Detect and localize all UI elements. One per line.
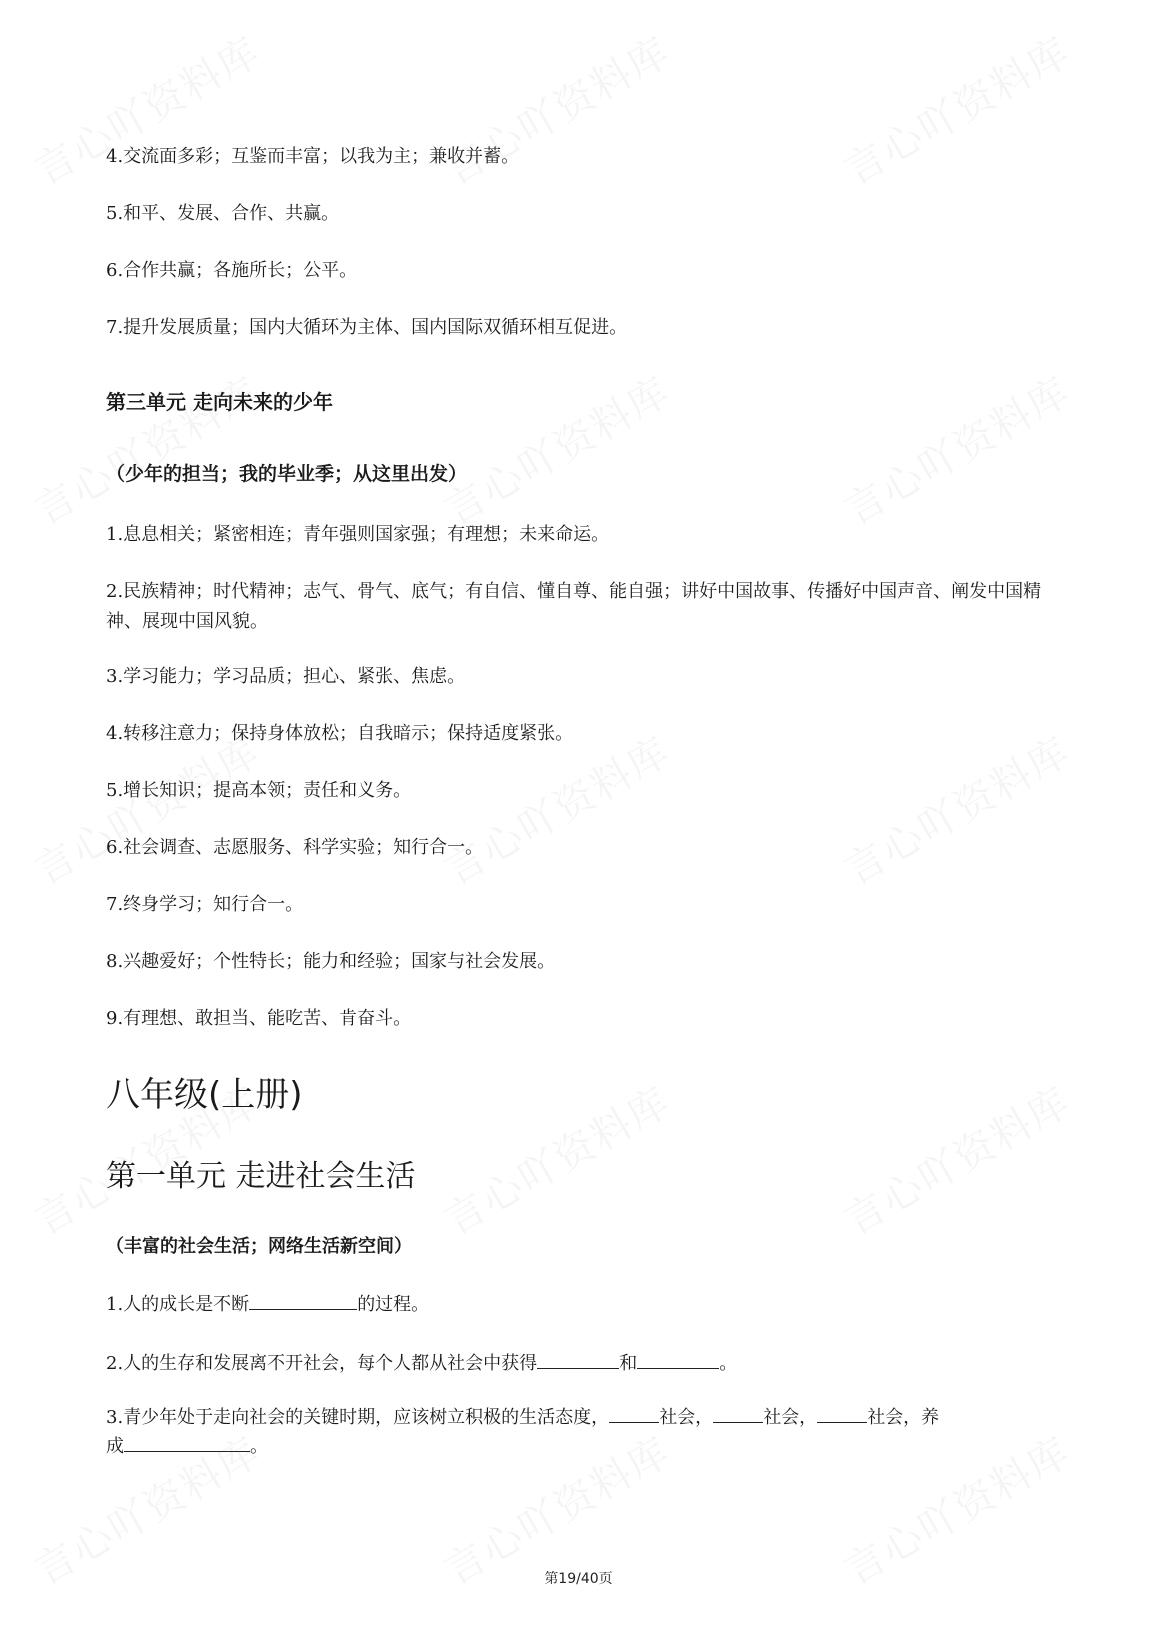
answer-blank[interactable] bbox=[609, 1404, 659, 1423]
answer-item: 6.合作共赢；各施所长；公平。 bbox=[106, 260, 358, 281]
unit-heading: 第一单元 走进社会生活 bbox=[106, 1159, 416, 1194]
answer-item: 9.有理想、敢担当、能吃苦、肯奋斗。 bbox=[106, 1008, 412, 1029]
question-text: 人的生存和发展离不开社会，每个人都从社会中获得 bbox=[123, 1353, 538, 1374]
question-item bbox=[106, 1403, 939, 1433]
page-number: 第19/40页 bbox=[544, 1571, 613, 1587]
question-number: 2. bbox=[106, 1353, 124, 1374]
watermark bbox=[433, 361, 680, 536]
question-text: 社会，养 bbox=[867, 1407, 940, 1428]
answer-blank[interactable] bbox=[537, 1350, 619, 1369]
question-text: 的过程。 bbox=[357, 1294, 430, 1315]
answer-blank[interactable] bbox=[249, 1291, 357, 1310]
grade-heading: 八年级(上册) bbox=[106, 1075, 303, 1115]
answer-item: 8.兴趣爱好；个性特长；能力和经验；国家与社会发展。 bbox=[106, 951, 556, 972]
answer-item: 4.交流面多彩；互鉴而丰富；以我为主；兼收并蓄。 bbox=[106, 146, 520, 167]
answer-item: 5.增长知识；提高本领；责任和义务。 bbox=[106, 780, 412, 801]
question-text: 社会， bbox=[763, 1407, 818, 1428]
answer-item: 5.和平、发展、合作、共赢。 bbox=[106, 203, 340, 224]
answer-item: 4.转移注意力；保持身体放松；自我暗示；保持适度紧张。 bbox=[106, 723, 574, 744]
question-text: 人的成长是不断 bbox=[123, 1294, 250, 1315]
answer-item: 3.学习能力；学习品质；担心、紧张、焦虑。 bbox=[106, 666, 466, 687]
question-item-continued bbox=[106, 1432, 268, 1462]
question-number: 3. bbox=[106, 1407, 124, 1428]
question-text: 和 bbox=[619, 1353, 638, 1374]
unit-heading: 第三单元 走向未来的少年 bbox=[106, 390, 333, 414]
question-item bbox=[106, 1349, 737, 1379]
answer-item: 6.社会调查、志愿服务、科学实验；知行合一。 bbox=[106, 837, 484, 858]
unit-subheading: （少年的担当；我的毕业季；从这里出发） bbox=[106, 463, 468, 485]
question-text: 成 bbox=[106, 1436, 124, 1457]
answer-item: 7.终身学习；知行合一。 bbox=[106, 894, 304, 915]
watermark bbox=[833, 361, 1080, 536]
answer-item: 7.提升发展质量；国内大循环为主体、国内国际双循环相互促进。 bbox=[106, 317, 628, 338]
question-text: 青少年处于走向社会的关键时期，应该树立积极的生活态度， bbox=[123, 1407, 610, 1428]
question-text: 社会， bbox=[659, 1407, 714, 1428]
question-number: 1. bbox=[106, 1294, 124, 1315]
watermark bbox=[833, 21, 1080, 196]
watermark bbox=[433, 1071, 680, 1246]
question-item bbox=[106, 1290, 429, 1320]
answer-blank[interactable] bbox=[817, 1404, 867, 1423]
answer-blank[interactable] bbox=[124, 1433, 250, 1452]
answer-item: 2.民族精神；时代精神；志气、骨气、底气；有自信、懂自尊、能自强；讲好中国故事、传播好中国声音、阐发中国精神、展现中国风貌。 bbox=[106, 581, 1042, 632]
unit-subheading: （丰富的社会生活；网络生活新空间） bbox=[106, 1236, 412, 1257]
watermark bbox=[833, 721, 1080, 896]
answer-item: 1.息息相关；紧密相连；青年强则国家强；有理想；未来命运。 bbox=[106, 524, 610, 545]
question-text: 。 bbox=[250, 1436, 268, 1457]
question-text: 。 bbox=[719, 1353, 738, 1374]
answer-blank[interactable] bbox=[713, 1404, 763, 1423]
answer-blank[interactable] bbox=[637, 1350, 719, 1369]
watermark bbox=[833, 1071, 1080, 1246]
